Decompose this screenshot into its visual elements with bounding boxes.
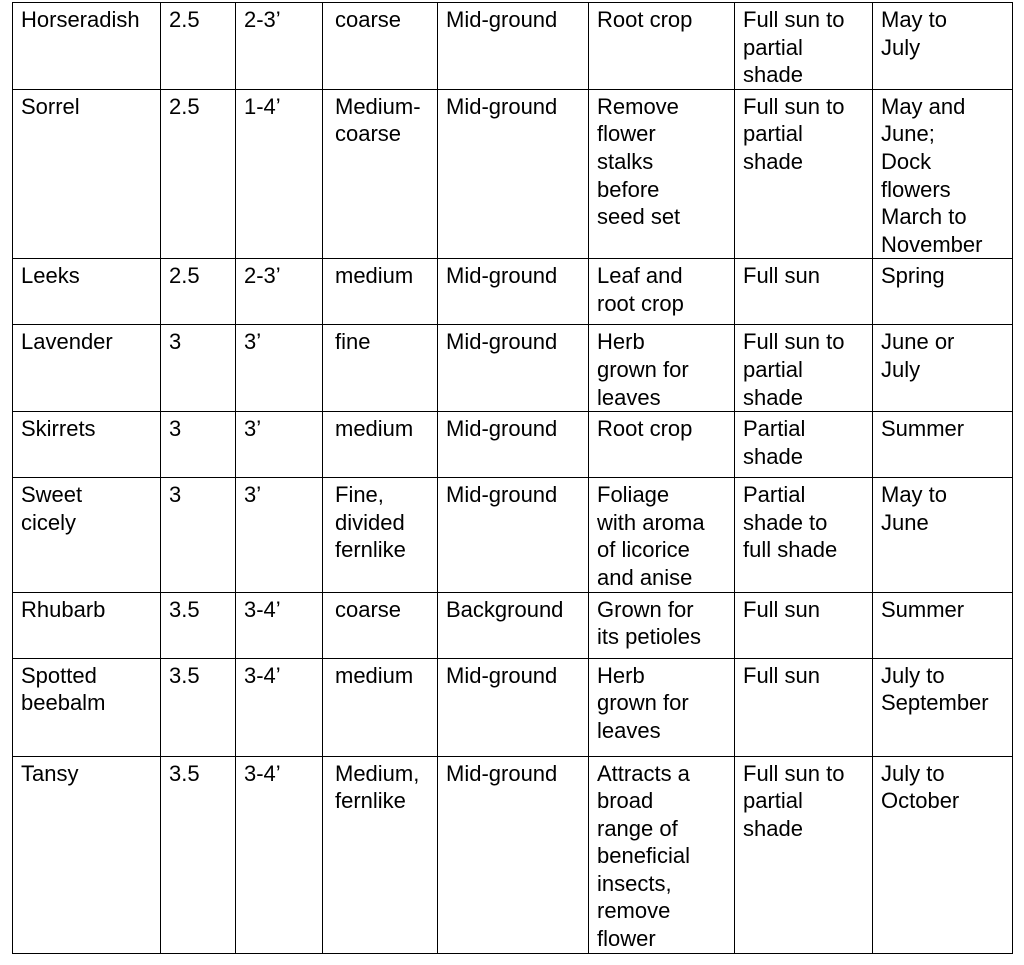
use-cell: Root crop: [589, 412, 735, 478]
placement-cell: Mid-ground: [438, 89, 589, 259]
texture-cell: Fine, divided fernlike: [323, 478, 438, 592]
light-cell: Partial shade to full shade: [735, 478, 873, 592]
placement-cell: Mid-ground: [438, 3, 589, 90]
rating-cell: 3.5: [161, 756, 236, 953]
bloom-time-cell: May and June; Dock flowers March to November: [873, 89, 1013, 259]
rating-cell: 2.5: [161, 89, 236, 259]
texture-cell: fine: [323, 325, 438, 412]
use-cell: Root crop: [589, 3, 735, 90]
height-cell: 3-4’: [236, 592, 323, 658]
light-cell: Full sun to partial shade: [735, 3, 873, 90]
plant-name-cell: Sweet cicely: [13, 478, 161, 592]
placement-cell: Mid-ground: [438, 325, 589, 412]
rating-cell: 3.5: [161, 592, 236, 658]
light-cell: Full sun: [735, 259, 873, 325]
plant-name-cell: Leeks: [13, 259, 161, 325]
texture-cell: Medium, fernlike: [323, 756, 438, 953]
placement-cell: Background: [438, 592, 589, 658]
rating-cell: 2.5: [161, 259, 236, 325]
texture-cell: Medium- coarse: [323, 89, 438, 259]
table-row: [13, 478, 1013, 592]
table-row: [13, 325, 1013, 412]
placement-cell: Mid-ground: [438, 259, 589, 325]
rating-cell: 3: [161, 325, 236, 412]
placement-cell: Mid-ground: [438, 412, 589, 478]
bloom-time-cell: Spring: [873, 259, 1013, 325]
use-cell: Foliage with aroma of licorice and anise: [589, 478, 735, 592]
plant-name-cell: Rhubarb: [13, 592, 161, 658]
height-cell: 3’: [236, 325, 323, 412]
table-row: [13, 592, 1013, 658]
bloom-time-cell: Summer: [873, 592, 1013, 658]
bloom-time-cell: Summer: [873, 412, 1013, 478]
light-cell: Partial shade: [735, 412, 873, 478]
texture-cell: medium: [323, 412, 438, 478]
placement-cell: Mid-ground: [438, 658, 589, 756]
bloom-time-cell: May to July: [873, 3, 1013, 90]
bloom-time-cell: July to September: [873, 658, 1013, 756]
bloom-time-cell: June or July: [873, 325, 1013, 412]
bloom-time-cell: July to October: [873, 756, 1013, 953]
light-cell: Full sun: [735, 658, 873, 756]
plant-name-cell: Tansy: [13, 756, 161, 953]
use-cell: Remove flower stalks before seed set: [589, 89, 735, 259]
plant-name-cell: Sorrel: [13, 89, 161, 259]
use-cell: Herb grown for leaves: [589, 325, 735, 412]
height-cell: 1-4’: [236, 89, 323, 259]
plant-name-cell: Skirrets: [13, 412, 161, 478]
plant-name-cell: Lavender: [13, 325, 161, 412]
rating-cell: 3: [161, 478, 236, 592]
bloom-time-cell: May to June: [873, 478, 1013, 592]
light-cell: Full sun: [735, 592, 873, 658]
height-cell: 3-4’: [236, 756, 323, 953]
texture-cell: coarse: [323, 3, 438, 90]
placement-cell: Mid-ground: [438, 478, 589, 592]
height-cell: 3-4’: [236, 658, 323, 756]
use-cell: Herb grown for leaves: [589, 658, 735, 756]
rating-cell: 3.5: [161, 658, 236, 756]
table-row: [13, 3, 1013, 90]
height-cell: 2-3’: [236, 3, 323, 90]
light-cell: Full sun to partial shade: [735, 325, 873, 412]
texture-cell: medium: [323, 658, 438, 756]
table-row: [13, 412, 1013, 478]
height-cell: 3’: [236, 412, 323, 478]
height-cell: 3’: [236, 478, 323, 592]
placement-cell: Mid-ground: [438, 756, 589, 953]
texture-cell: medium: [323, 259, 438, 325]
rating-cell: 3: [161, 412, 236, 478]
use-cell: Leaf and root crop: [589, 259, 735, 325]
table-row: [13, 658, 1013, 756]
plant-table: [12, 2, 1013, 954]
table-row: [13, 89, 1013, 259]
use-cell: Attracts a broad range of beneficial insects, remove flower: [589, 756, 735, 953]
rating-cell: 2.5: [161, 3, 236, 90]
use-cell: Grown for its petioles: [589, 592, 735, 658]
table-row: [13, 259, 1013, 325]
light-cell: Full sun to partial shade: [735, 756, 873, 953]
plant-name-cell: Horseradish: [13, 3, 161, 90]
light-cell: Full sun to partial shade: [735, 89, 873, 259]
table-row: [13, 756, 1013, 953]
height-cell: 2-3’: [236, 259, 323, 325]
texture-cell: coarse: [323, 592, 438, 658]
plant-name-cell: Spotted beebalm: [13, 658, 161, 756]
